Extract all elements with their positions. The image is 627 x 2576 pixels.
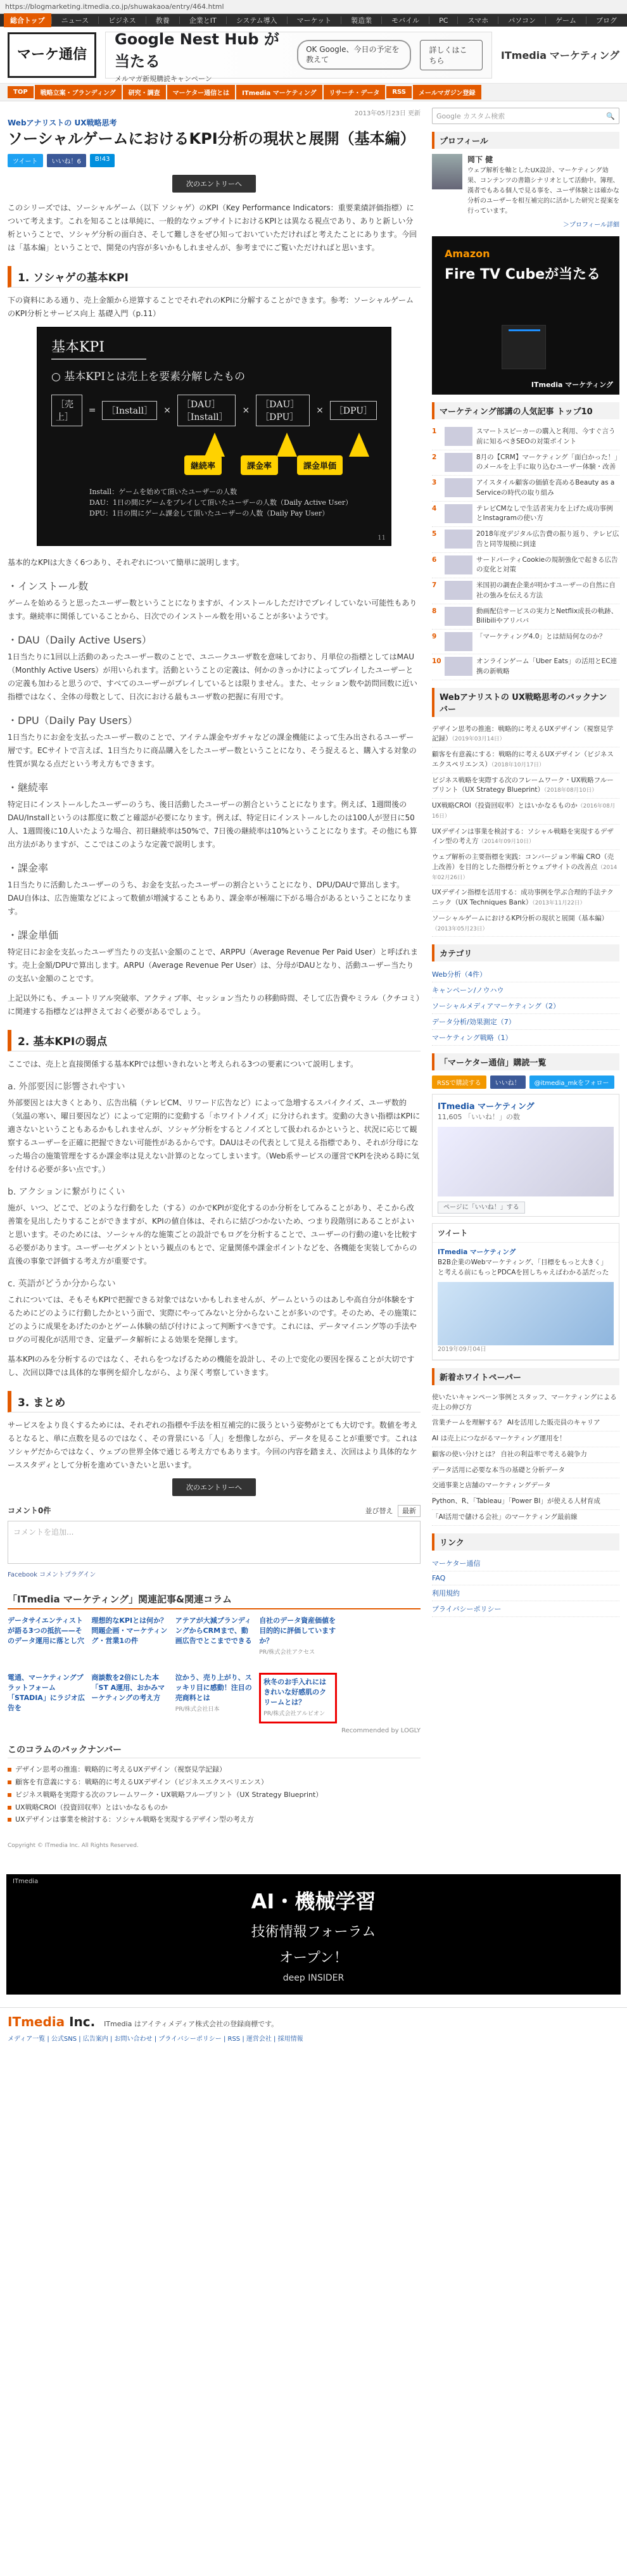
brand-sub: マーケティング [549, 49, 619, 61]
ranking-number: 9 [432, 633, 437, 641]
ranking-number: 10 [432, 657, 441, 666]
topnav-item[interactable]: ゲーム [555, 16, 577, 25]
related-article-source: PR/株式会社アルビオン [263, 1710, 326, 1717]
category-item[interactable]: ソーシャルメディアマーケティング（2） [432, 998, 619, 1014]
slide-notes [89, 486, 377, 519]
topnav-item[interactable]: マーケット [296, 16, 332, 25]
sidebar-backnumber-item[interactable] [432, 911, 619, 937]
weakness-heading: c. 英語がどうか分からない [8, 1279, 116, 1290]
ranking-thumbnail [445, 504, 472, 523]
whitepaper-item[interactable]: Python、R、「Tableau」「Power BI」が使える人材育成 [432, 1494, 619, 1510]
slide-tag-retention: 継続率 [184, 455, 222, 475]
topnav-item[interactable]: 教養 [155, 16, 170, 25]
footer-logo-text: ITmedia [8, 2014, 65, 2030]
follow-heading: 「マーケター通信」購読一覧 [432, 1053, 619, 1070]
slide-note-line: DPU：1日の間にゲーム課金して頂いたユーザーの人数（Daily Pay User） [89, 509, 329, 518]
fb-page-name[interactable]: ITmedia マーケティング [438, 1102, 535, 1112]
kpi-description: ゲームを始めるうと思ったユーザー数ということになりますが、インストールしただけでプレイしていない可能性もあります。継続率に関係していることから、日次でのインストール数を用いることが多いようです。 [8, 599, 417, 621]
related-article[interactable] [259, 1616, 336, 1666]
search-input[interactable] [432, 108, 619, 124]
kpi-slide-image [37, 327, 391, 546]
ad-details-button[interactable]: 詳しくはこちら [420, 40, 483, 70]
site-logo[interactable]: マーケ通信 [8, 32, 96, 78]
ranking-thumbnail [445, 607, 472, 626]
whitepaper-item[interactable]: 顧客の使い分けとは？ 自社の利益率で考える競争力 [432, 1447, 619, 1463]
category-tab[interactable]: マーケター通信とは [167, 85, 236, 99]
tweet-item[interactable] [433, 1243, 619, 1360]
ranking-title: オンラインゲーム「Uber Eats」の活用とEC連携の新戦略 [476, 657, 618, 675]
ranking-item[interactable] [432, 654, 619, 680]
ranking-item[interactable] [432, 450, 619, 476]
ranking-number: 6 [432, 555, 437, 564]
whitepaper-item[interactable]: 交通事業と店舗のマーケティングデータ [432, 1478, 619, 1494]
brand-name: ITmedia [500, 49, 547, 61]
ranking-title: テレビCMなしで生活者実力を上げた成功事例とInstagramの使い方 [476, 504, 613, 523]
category-item[interactable]: マーケティング戦略（1） [432, 1030, 619, 1046]
article-column [8, 108, 421, 1868]
tweets-heading: ツイート [433, 1224, 619, 1243]
author-name: 岡下 健 [467, 155, 493, 164]
tweet-button[interactable]: ツイート [8, 154, 43, 167]
kpi-heading: ・インストール数 [8, 580, 89, 593]
backnumber-item[interactable]: デザイン思考の推進：戦略的に考えるUXデザイン（視察見学記録） [8, 1763, 421, 1776]
link-item[interactable]: マーケター通信 [432, 1556, 619, 1571]
ranking-thumbnail [445, 632, 472, 651]
ad-speech-bubble: OK Google、今日の予定を教えて [297, 40, 410, 70]
related-article-title: データサイエンティストが語る3つの抵抗——そのデータ運用に落とし穴 [8, 1616, 84, 1646]
article-date: 2013年05月23日 更新 [354, 110, 421, 117]
topnav-item[interactable]: ブログ [596, 16, 618, 25]
links-heading: リンク [432, 1533, 619, 1551]
related-article[interactable] [91, 1616, 168, 1666]
sidebar-backnumber-item[interactable] [432, 799, 619, 825]
slide-tag-unit-price: 課金単価 [297, 455, 343, 475]
category-list [432, 967, 619, 1046]
footer-logo-suffix: Inc. [65, 2014, 96, 2030]
category-tab[interactable]: メールマガジン登録 [413, 85, 481, 99]
eq-sales: ［売上］ [51, 395, 82, 426]
ad-subtext: メルマガ新規購読キャンペーン [115, 74, 212, 83]
ranking-heading: マーケティング部講の人気記事 トップ10 [432, 402, 619, 419]
ranking-item[interactable] [432, 424, 619, 450]
slide-tag-pay-rate: 課金率 [241, 455, 278, 475]
ranking-number: 2 [432, 453, 437, 461]
facebook-like-button[interactable]: いいね！6 [47, 154, 86, 167]
sidebar-backnumber-heading: Webアナリストの UX戦略思考のバックナンバー [432, 688, 619, 717]
site-footer [0, 2007, 627, 2049]
search-icon[interactable]: 🔍 [606, 111, 615, 120]
backnumber-list [8, 1763, 421, 1826]
kpi-heading: ・DAU（Daily Active Users） [8, 634, 152, 647]
sidebar-backnumber-date: （2019年03月14日） [452, 736, 505, 743]
facebook-page-plugin [432, 1094, 619, 1217]
side-ad-line2: Fire TV Cubeが当たる [445, 267, 601, 283]
banner-brand: ITmedia [13, 1878, 39, 1886]
backnumber-item[interactable]: UXデザインは事業を検討する：ソシャル戦略を実現するデザイン型の考え方 [8, 1813, 421, 1826]
sidebar-backnumber-date: （2014年09月10日） [478, 839, 535, 846]
category-tab[interactable]: TOP [8, 86, 34, 98]
category-tab[interactable]: 研究・調査 [123, 85, 166, 99]
ranking-number: 7 [432, 581, 437, 590]
topnav-item[interactable]: スマホ [467, 16, 489, 25]
kpi-heading: ・課金単価 [8, 929, 59, 942]
hatena-bookmark-button[interactable]: B!43 [90, 154, 115, 167]
sidebar-backnumber-title: デザイン思考の推進：戦略的に考えるUXデザイン（視察見学記録） [432, 725, 614, 743]
category-item[interactable]: キャンペーン/ノウハウ [432, 982, 619, 998]
ranking-number: 3 [432, 479, 437, 487]
profile-more-link[interactable]: ＞プロフィール詳細 [563, 222, 619, 229]
ranking-number: 8 [432, 607, 437, 615]
ranking-thumbnail [445, 555, 472, 574]
sidebar-backnumber-item[interactable] [432, 825, 619, 851]
ranking-title: 米国初の調査企業が明かすユーザーの自然に自社の強みを伝える方法 [476, 581, 616, 599]
link-item[interactable]: 利用規約 [432, 1585, 619, 1601]
footer-text: ITmedia はアイティメディア株式会社の登録商標です。 [104, 2020, 279, 2029]
sidebar-backnumber-title: ビジネス戦略を実際する次のフレームワーク・UX戦略フループリント（UX Strategy Blueprint） [432, 776, 614, 794]
ad-headline: Google Nest Hub が当たる [115, 30, 279, 70]
arrow-up-icon [277, 433, 297, 457]
kpi-intro: 基本的なKPIは大きく6つあり、それぞれについて簡単に説明します。 [8, 558, 244, 568]
sidebar-backnumber-title: UXデザイン指標を活用する：成功事例を学ぶ合理的手法テクニック（UX Techniques Bank） [432, 889, 614, 907]
category-item[interactable]: Web分析（4件） [432, 967, 619, 982]
kpi-heading: ・DPU（Daily Pay Users） [8, 714, 138, 727]
whitepaper-item[interactable]: 「AI活用で儲ける会社」のマーケティング最前線 [432, 1510, 619, 1526]
related-article[interactable] [343, 1673, 421, 1723]
banner-line2: 技術情報フォーラム [251, 1924, 376, 1941]
related-article-source: PR/株式会社日本 [175, 1706, 220, 1713]
whitepaper-heading: 新着ホワイトペーパー [432, 1368, 619, 1385]
sort-label: 並び替え [365, 1506, 393, 1515]
related-article-title: アテアが大減プランディングからCRMまで、動画広告でとこまでできる [175, 1616, 252, 1646]
ranking-item[interactable] [432, 553, 619, 579]
article-title: ソーシャルゲームにおけるKPI分析の現状と展開（基本編） [8, 130, 415, 148]
weakness-heading: a. 外部要因に影響されやすい [8, 1082, 125, 1093]
ranking-title: 8月の【CRM】マーケティング「面白かった！」のメールを上手に取り込むユーザー体験・改善 [476, 453, 618, 471]
ranking-number: 4 [432, 504, 437, 512]
backnumber-item[interactable]: 顧客を有意義にする：戦略的に考えるUXデザイン（ビジネスエクスペリエンス） [8, 1776, 421, 1789]
related-article[interactable] [8, 1616, 85, 1666]
sidebar-backnumber-item[interactable] [432, 722, 619, 748]
comment-count: コメント0件 [8, 1506, 51, 1516]
weakness-intro: ここでは、売上と直接関係する基本KPIでは想いきれないと考えられる3つの要素について説明します。 [8, 1060, 358, 1069]
category-tab[interactable]: ITmedia マーケティング [236, 85, 322, 99]
tweet-date: 2019年09月04日 [438, 1345, 486, 1353]
sidebar-backnumber-item[interactable] [432, 773, 619, 799]
topnav-item[interactable]: ビジネス [108, 16, 136, 25]
weakness-description: 外部要因とは大きくとあり、広告出稿（テレビCM、リワード広告など）によって急増するスパイクイズ、ユーザ数的（気温の寒い、曜日要因など）によって定期的に変動する「ホワイトノイズ」に分けられます。変動の大きい指標はKPIに適さないということもあるかもしれませんが、ソシャゲ分析をするとノイズとして扱われるかというと、状況に応じて観察するユーザーを正確に把握できない可能性があるからです。DAUはその代表として見える指標であり、それが分母になった場合の施策管理をするか課金率は見えない計算のとなってしまいます。（Web系サービスの運営でKPIを決める時に気を付ける必要が多い点です。） [8, 1098, 421, 1174]
twitter-timeline [432, 1223, 619, 1361]
kpi-description: 特定日にインストールしたユーザーのうち、後日活動したユーザーの割合ということになります。例えば、1週間後のDAU/Installというのは都度に数ごと確認が必要になります。例えば、特定日にインストールしたのは100人が翌日に50人、1週間後に10人いたような場合、初日継続率は50%で、7日後の継続率は10%ということになります。その他にも算出方法がありますが、ここではこのような定義で説明します。 [8, 800, 417, 849]
side-ad-line1: Amazon [445, 248, 490, 260]
related-articles-title: 「ITmedia マーケティング」関連記事&関連コラム [8, 1592, 421, 1609]
sidebar-backnumber-date: （2018年08月10日） [544, 787, 597, 794]
topnav-item[interactable]: モバイル [391, 16, 420, 25]
related-article-source: PR/株式会社アクセス [259, 1649, 315, 1656]
reference-text: 下の資料にある通り、売上金額から逆算することでそれぞれのKPIに分解することができます。参考：ソーシャルゲームのKPI分析とサービス向上 基礎入門（p.11） [8, 296, 414, 319]
ranking-title: 動画配信サービスの実力とNetflix成長の軌跡、Bilibiliやアリババ [476, 607, 618, 625]
itmedia-marketing-logo[interactable] [501, 48, 619, 62]
sidebar-backnumber-title: UXデザインは事業を検討する：ソシャル戦略を実現するデザイン型の考え方 [432, 827, 614, 846]
fb-page-cover [438, 1127, 614, 1196]
copyright: Copyright © ITmedia Inc. All Rights Reserved. [8, 1843, 139, 1850]
whitepaper-item[interactable]: AI は売上につながるマーケティング運用を！ [432, 1431, 619, 1447]
related-article[interactable] [175, 1673, 253, 1723]
related-article-title: 秋冬のお手入れにはきれいな好感肌のクリームとは？ [263, 1678, 327, 1707]
whitepaper-item[interactable]: 使いたいキャンペーン事例とスタッフ、マーケティングによる売上の伸び方 [432, 1390, 619, 1416]
share-buttons [8, 154, 421, 167]
sort-select[interactable]: 最新 [398, 1505, 421, 1517]
sidebar [432, 108, 619, 1868]
related-article-title: 商談数を2倍にした本「ST A運用、おかみマーケティングの考え方 [91, 1673, 165, 1703]
eq-dau-install: ［DAU］［Install］ [177, 395, 236, 426]
slide-page-number: 11 [377, 535, 386, 542]
backnumber-title: このコラムのバックナンバー [8, 1743, 421, 1758]
ranking-item[interactable] [432, 630, 619, 654]
sidebar-ad[interactable] [432, 236, 619, 395]
kpi-heading: ・課金率 [8, 862, 49, 875]
slide-note-line: Install：ゲームを始めて頂いたユーザーの人数 [89, 488, 238, 497]
ranking-title: スマートスピーカーの購入と利用、今すぐ言う前に知るべきSEOの対策ポイント [476, 428, 616, 445]
slide-bullet: ○ 基本KPIとは売上を要素分解したもの [51, 371, 246, 384]
section-heading-2: 2. 基本KPIの弱点 [8, 1030, 421, 1051]
kpi-description: 1日当たりに活動したユーザーのうち、お金を支払ったユーザーの割合ということになり、DPU/DAUで算出します。DAU自体は、広告施策などによって数値が増減することもあり、課金率が極端に下がる場合があるということになります。 [8, 880, 412, 917]
arrow-up-icon [349, 433, 369, 457]
eq-install: ［Install］ [102, 401, 157, 420]
weakness-list [8, 1080, 421, 1347]
banner-line4: deep INSIDER [282, 1973, 345, 1984]
category-navigation [0, 84, 627, 101]
weakness-description: これについては、そもそもKPIで把握できる対象ではないかもしれませんが、ゲームというのはあしや高自分が体験をするためにどのように行動したかという面で、実際にやってみないと分からないことが多いのです。そのため、その施策にどのように成果をあげたのかとゲーム体験の結び付けによって判断すべきです。これには、データマイニング等の手法やログの可視化が活用でき、定量データ解析による効果を発揮します。 [8, 1295, 417, 1345]
ranking-thumbnail [445, 453, 472, 472]
kpi-supplement: 上記以外にも、チュートリアル突破率、アクティブ率、セッション当たりの移動時間、そして広告費やミラル（クチコミ）に関連する指標などは押さえておく必要があるでしょう。 [8, 994, 420, 1017]
related-article[interactable] [259, 1673, 336, 1723]
slide-title: 基本KPI [51, 339, 104, 356]
sidebar-backnumber-item[interactable] [432, 747, 619, 773]
link-item[interactable]: FAQ [432, 1571, 619, 1585]
arrow-up-icon [205, 433, 225, 457]
backnumber-item[interactable]: UX戦略CROI（投資回収率）とはいかなるものか [8, 1801, 421, 1814]
related-article-title: 自社のデータ資産価値を目的的に評価していますか？ [259, 1616, 336, 1646]
topnav-item[interactable]: パソコン [508, 16, 536, 25]
related-article[interactable] [91, 1673, 168, 1723]
related-articles-grid [8, 1616, 421, 1723]
profile-box [432, 154, 619, 217]
tweet-image [438, 1282, 614, 1345]
links-list [432, 1556, 619, 1617]
ranking-item[interactable] [432, 604, 619, 630]
category-tab[interactable]: リサーチ・データ [324, 85, 386, 99]
link-item[interactable]: プライバシーポリシー [432, 1601, 619, 1617]
kpi-description: 1日当たりにお金を支払ったユーザー数のことで、アイテム課金やガチャなどの課金機能によって生み出されるユーザー層です。ECサイトで言えば、1日当たりに商品購入をしたユーザー数ということになり、そう捉えると、購入する対象の性質が異なる点だという考え方もできます。 [8, 733, 417, 769]
section-heading-1: 1. ソシャゲの基本KPI [8, 266, 421, 288]
slide-note-line: DAU：1日の間にゲームをプレイして頂いたユーザーの人数（Daily Active User） [89, 498, 353, 507]
kpi-description: 1日当たりに1回以上活動のあったユーザー数のことで、ユニークユーザ数を意味しており、月単位の指標としてはMAU（Monthly Active Users）が用いられます。活動ということの定義は、何かのきっかけによってプレイしたユーザーとの定義も加わると思うので、すべてのユーザーがプレイしているとは限りません。また、セッション数や訪問回数に近い指標ではなく、全体の母数として、日次における最もユーザ数の把握に有用です。 [8, 652, 417, 702]
banner-line1: AI・機械学習 [251, 1889, 376, 1914]
footer-logo[interactable] [8, 2014, 95, 2029]
ranking-thumbnail [445, 427, 472, 446]
related-article[interactable] [8, 1673, 85, 1723]
ranking-title: サードパーティCookieの規制強化で起きる広告の変化と対策 [476, 555, 618, 574]
author-bio: ウェブ解析を軸としたUX設計、マーケティング効果、コンテンツの書籍シナリオとして活動中。簿理、漢者でもある個人で見る事を、ユーザ体験とは確かな分析のユーザーを相互補完的に活かした研究と提案を行っています。 [467, 167, 619, 215]
backnumber-item[interactable]: ビジネス戦略を実際する次のフレームワーク・UX戦略フループリント（UX Strategy Blueprint） [8, 1789, 421, 1801]
category-heading: カテゴリ [432, 944, 619, 961]
comment-input[interactable]: コメントを追加... [8, 1521, 421, 1564]
topnav-item[interactable]: ニュース [61, 16, 89, 25]
sidebar-backnumber-title: UX戦略CROI（投資回収率）とはいかなるものか [432, 802, 578, 810]
ranking-thumbnail [445, 478, 472, 497]
related-article[interactable] [175, 1616, 253, 1666]
header-ad-banner[interactable] [105, 30, 492, 83]
sidebar-backnumber-item[interactable] [432, 885, 619, 911]
weakness-heading: b. アクションに繋がりにくい [8, 1187, 125, 1198]
site-header [0, 27, 627, 84]
ranking-number: 1 [432, 428, 437, 436]
ranking-thumbnail [445, 530, 472, 549]
side-ad-brand: ITmedia マーケティング [531, 381, 613, 390]
article-intro: このシリーズでは、ソーシャルゲーム（以下 ソシャゲ）のKPI（Key Performance Indicators：重要業績評価指標）について考えます。これを知ることは単純に、一般的なウェブサイトにおけるKPIとは異なる視点であり、ありと新しい分析ということで、ソシャゲ分析の面白さ、そして難しさをぜひ知っておいていただければと考えたことにあります。今回は「基本編」ということで、開発の内容が多いかもしれませんが、参考までにご覧いただければと思います。 [8, 203, 417, 253]
fire-tv-cube-image [502, 325, 546, 369]
sidebar-backnumber-date: （2013年05月23日） [432, 925, 488, 932]
next-entry-button-bottom[interactable]: 次のエントリーへ [172, 1478, 256, 1496]
ranking-title: 「マーケティング4.0」とは結局何なのか？ [476, 633, 606, 641]
related-article-title: 泣かう、売り上がり、スッキリ目に感動！注目の売商料とは [175, 1673, 252, 1703]
topnav-item[interactable]: 総合トップ [4, 13, 51, 27]
slide-equation: ［売上］ = ［Install］ × ［DAU］［Install］ × ［DAU］［DPU］ × ［DPU］ [51, 395, 377, 426]
related-article[interactable] [343, 1616, 421, 1666]
fb-page-likes: 11,605 「いいね！」の数 [438, 1113, 520, 1122]
category-tab[interactable]: 戦略立案・ブランディング [35, 85, 122, 99]
tweet-user[interactable]: ITmedia マーケティング [438, 1248, 516, 1257]
ranking-title: アイスタイル顧客の価値を高めるBeauty as a Serviceの時代の取り組み [476, 479, 615, 497]
topnav-item[interactable]: PC [439, 16, 448, 25]
ranking-item[interactable] [432, 476, 619, 502]
kpi-description: 特定日にお金を支払ったユーザ当たりの支払い金額のことで、ARPPU（Average Revenue Per Paid User）と呼ばれます。売上金額/DPUで算出します。ARPU（Average Revenue Per User）は、分母がDAUとなり、活動ユーザー当たりの支払い金額のことです。 [8, 948, 418, 984]
sidebar-backnumber-date: （2014年02月26日） [432, 864, 618, 881]
sidebar-backnumber-date: （2016年08月16日） [432, 803, 616, 820]
sidebar-backnumber-date: （2018年10月17日） [491, 761, 545, 768]
ranking-item[interactable] [432, 527, 619, 553]
sidebar-backnumber-date: （2013年11月22日） [532, 900, 586, 907]
ranking-thumbnail [445, 581, 472, 600]
whitepaper-item[interactable]: 営業チームを理解する？ AIを活用した販売員のキャリア [432, 1416, 619, 1431]
author-avatar [432, 154, 462, 189]
ranking-thumbnail [445, 657, 472, 676]
eq-dpu: ［DPU］ [330, 401, 377, 420]
sidebar-backnumber-list [432, 722, 619, 937]
search-placeholder: Google カスタム検索 [436, 112, 505, 120]
facebook-comment-plugin[interactable]: Facebook コメントプラグイン [8, 1571, 96, 1579]
whitepaper-item[interactable]: データ活用に必要な本当の基礎と分析データ [432, 1463, 619, 1479]
ranking-item[interactable] [432, 502, 619, 528]
ranking-item[interactable] [432, 578, 619, 604]
column-name[interactable]: Webアナリストの UX戦略思考 [8, 118, 117, 127]
section-heading-3: 3. まとめ [8, 1391, 421, 1412]
ranking-title: 2018年度デジタル広告費の振り返り、テレビ広告と同等規模に到達 [476, 530, 619, 548]
fb-page-like-button[interactable]: ページに「いいね！」する [438, 1202, 525, 1214]
category-item[interactable]: データ分析/効果測定（7） [432, 1014, 619, 1030]
weakness-description: 施が、いつ、どこで、どのような行動をした（する）のかでKPIが変化するのか分析をしてみることがあり、そこから改善策を見出したりすることができますが、KPIの値自体は、それらに結びつかないため、つまり段階別にあることがよいと思います。そのためには、ソーシャル的な施策ごとの設計でもログを分析することで、ユーザーの行動の違いを比較する必要があります。ユーザーセグメントという観点のもとで、定量関係や課金ポイントなどを、各機能を実装してからの直後の事象で評価する考え方が重要です。 [8, 1203, 417, 1266]
related-article-title: 電通、マーケティングプラットフォーム「STADIA」にラジオ広告を [8, 1673, 85, 1712]
weakness-conclusion: 基本KPIのみを分析するのではなく、それらをつなげるための機能を設計し、その上で変化の要因を探ることが大切ですし、次回以降では具体的な事例を紹介しながら、より深く考察していきます。 [8, 1355, 415, 1378]
top-navigation [0, 14, 627, 27]
facebook-like-side-button[interactable]: いいね！ [490, 1075, 526, 1089]
profile-heading: プロフィール [432, 132, 619, 149]
sidebar-backnumber-title: 顧客を有意義にする：戦略的に考えるUXデザイン（ビジネスエクスペリエンス） [432, 751, 614, 768]
follow-buttons [432, 1075, 619, 1089]
footer-links[interactable]: メディア一覧 | 公式SNS | 広告案内 | お問い合わせ | プライバシーポリシー | RSS | 運営会社 | 採用情報 [8, 2036, 303, 2043]
kpi-list [8, 578, 421, 986]
summary-text: サービスをより良くするためには、それぞれの指標や手法を相互補完的に扱うという姿勢がとても大切です。数値を考えるとなると、単に点数を見るのではなく、その背景にいる「人」を想像しながら、データを見ることが重要です。これはソシャゲだからではなく、ウェブの世界全体で通じる考え方でもあります。今回の内容を踏まえ、次回はより具体的なケーススタディとして分析を進めていきたいと思います。 [8, 1421, 418, 1470]
eq-dpu-dau: ［DAU］［DPU］ [256, 395, 310, 426]
sidebar-backnumber-title: ソーシャルゲームにおけるKPI分析の現状と展開（基本編） [432, 914, 609, 922]
category-tab[interactable]: RSS [386, 86, 412, 98]
ranking-list [432, 424, 619, 680]
twitter-follow-button[interactable]: @itmedia_mkをフォロー [529, 1075, 614, 1089]
topnav-item[interactable]: システム導入 [236, 16, 277, 25]
logly-credit[interactable]: Recommended by LOGLY [341, 1727, 421, 1735]
sidebar-backnumber-item[interactable] [432, 850, 619, 885]
whitepaper-list [432, 1390, 619, 1526]
rss-subscribe-button[interactable]: RSSで購読する [432, 1075, 486, 1089]
kpi-heading: ・継続率 [8, 782, 49, 794]
banner-line3: オープン！ [279, 1950, 348, 1967]
address-bar[interactable]: https://blogmarketing.itmedia.co.jp/shuwakaoa/entry/464.html [0, 0, 627, 14]
ranking-number: 5 [432, 530, 437, 538]
tweet-text: B2B企業のWebマーケティング、「目標をもっと大きく」と考える前にもっとPDCAを回しちゃえばわかる話だった [438, 1259, 609, 1276]
topnav-item[interactable]: 製造業 [351, 16, 372, 25]
sidebar-backnumber-title: ウェブ解析の主要指標を実践：コンバージョン率編 CRO（売上改善）を目的とした指標分析とウェブサイトの改善点 [432, 853, 614, 871]
next-entry-button[interactable]: 次のエントリーへ [172, 175, 256, 193]
ai-forum-banner[interactable] [6, 1874, 621, 1995]
topnav-item[interactable]: 企業とIT [189, 16, 217, 25]
related-article-title: 理想的なKPIとは何か？ 問題企画・マーケティング・営業1の件 [91, 1616, 168, 1646]
